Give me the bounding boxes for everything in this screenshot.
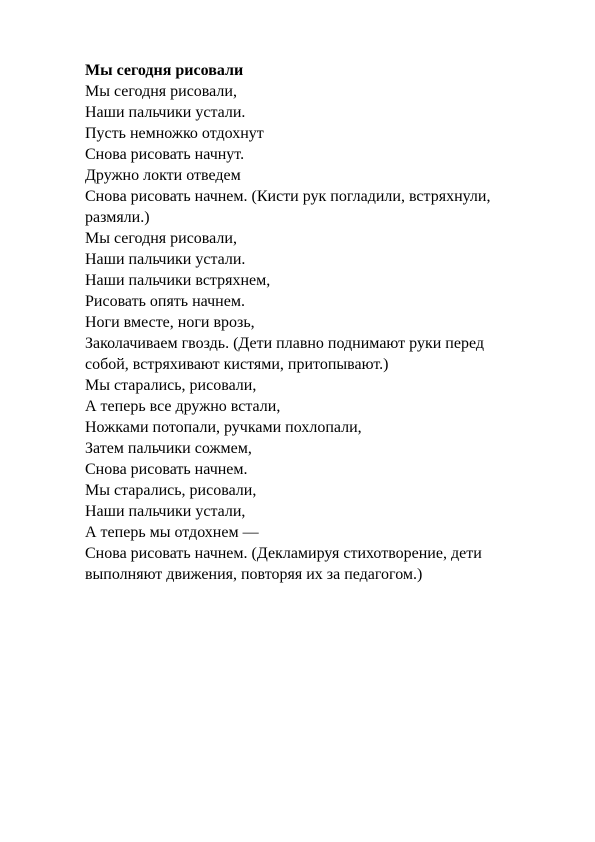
text-line: Наши пальчики встряхнем, [85,272,271,289]
text-line: Пусть немножко отдохнут [85,125,264,142]
text-line: Наши пальчики устали. [85,251,246,268]
text-line: Снова рисовать начнут. [85,146,245,163]
text-line: А теперь все дружно встали, [85,398,281,415]
text-line: Ноги вместе, ноги врозь, [85,314,255,331]
text-line: Наши пальчики устали, [85,503,246,520]
text-line: размяли.) [85,209,150,226]
text-line: выполняют движения, повторяя их за педагогом.) [85,566,423,583]
text-line: собой, встряхивают кистями, притопывают.) [85,356,389,373]
text-line: Мы сегодня рисовали, [85,230,237,247]
text-line: Мы старались, рисовали, [85,482,257,499]
text-line: Затем пальчики сожмем, [85,440,252,457]
text-line: Мы сегодня рисовали, [85,83,237,100]
text-line: Дружно локти отведем [85,167,241,184]
text-line: Наши пальчики устали. [85,104,246,121]
text-line: А теперь мы отдохнем — [85,524,259,541]
document-title: Мы сегодня рисовали [85,62,244,79]
text-line: Снова рисовать начнем. (Кисти рук погладили, встряхнули, [85,188,491,205]
text-line: Снова рисовать начнем. [85,461,248,478]
text-line: Заколачиваем гвоздь. (Дети плавно поднимают руки перед [85,335,484,352]
text-line: Мы старались, рисовали, [85,377,257,394]
text-line: Ножками потопали, ручками похлопали, [85,419,362,436]
poem-text-block [85,60,535,585]
text-line: Снова рисовать начнем. (Декламируя стихотворение, дети [85,545,482,562]
text-line: Рисовать опять начнем. [85,293,245,310]
